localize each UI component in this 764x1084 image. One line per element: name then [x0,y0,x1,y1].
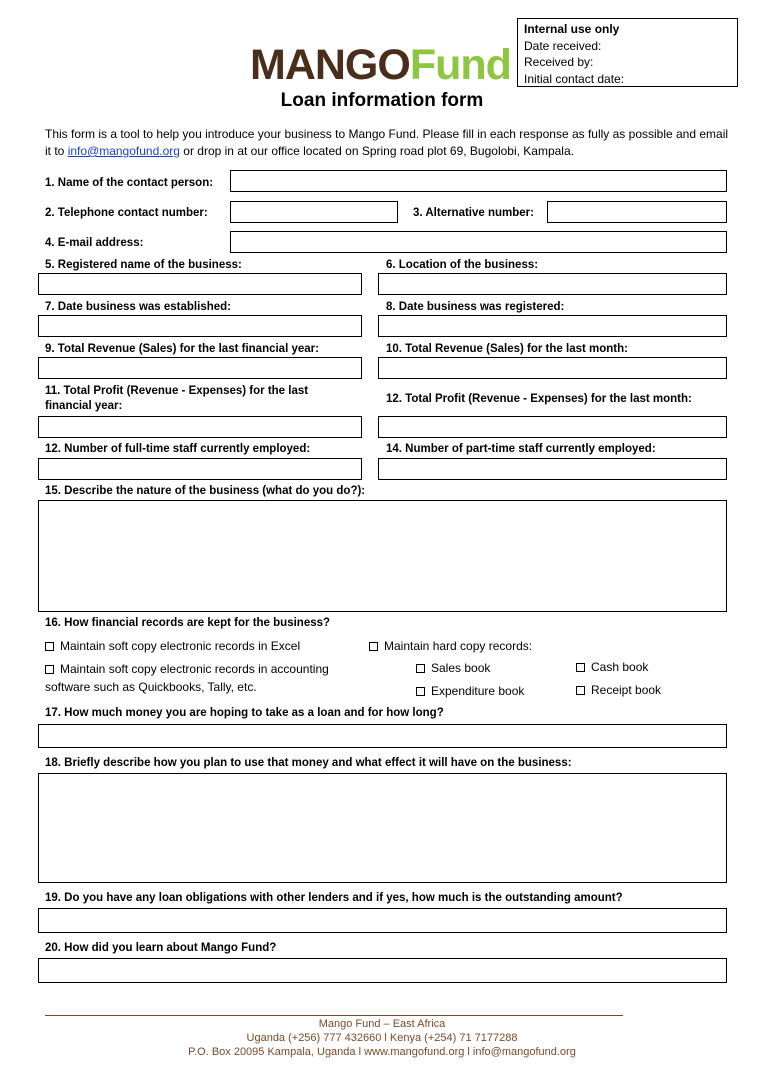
form-title [0,89,764,113]
checkbox-soft-software[interactable] [45,665,54,674]
q8-label: 8. Date business was registered: [386,301,565,313]
q9-label: 9. Total Revenue (Sales) for the last financial year: [45,343,319,355]
option-sales-book-label: Sales book [431,661,491,675]
q6-label: 6. Location of the business: [386,259,539,271]
loan-amount-field[interactable] [38,724,727,748]
profit-month-field[interactable] [378,416,727,438]
option-expenditure-book-label: Expenditure book [431,684,525,698]
q15-label: 15. Describe the nature of the business (what do you do?): [45,485,366,497]
full-time-staff-field[interactable] [38,458,362,480]
footer-line-2: Uganda (+256) 777 432660 l Kenya (+254) 71 7177288 [246,1032,518,1044]
option-sales-book[interactable] [416,660,490,676]
checkbox-sales-book[interactable] [416,664,425,673]
q17-label: 17. How much money you are hoping to take as a loan and for how long? [45,707,444,719]
intro-paragraph [45,126,735,160]
intro-text-before: This form is a tool to help you introduce your business to Mango Fund. Please fill in each response as fully as possible and email it to [45,127,729,158]
checkbox-hard-copy[interactable] [369,642,378,651]
internal-use-title: Internal use only [524,22,620,36]
option-soft-excel-label: Maintain soft copy electronic records in Excel [60,639,301,653]
option-receipt-book-label: Receipt book [591,683,662,697]
learn-about-field[interactable] [38,958,727,983]
loan-obligations-field[interactable] [38,908,727,933]
received-by-label: Received by: [524,55,594,69]
option-expenditure-book[interactable] [416,683,524,699]
q5-label: 5. Registered name of the business: [45,259,242,271]
option-cash-book-label: Cash book [591,660,649,674]
business-nature-textarea[interactable] [38,500,727,612]
date-received-label: Date received: [524,38,602,53]
revenue-month-field[interactable] [378,357,727,379]
date-registered-field[interactable] [378,315,727,337]
q12b-label: 12. Number of full-time staff currently employed: [45,443,311,455]
logo-fund-text: Fund [409,41,511,89]
q18-label: 18. Briefly describe how you plan to use that money and what effect it will have on the business: [45,757,572,769]
q3-label: 3. Alternative number: [413,207,534,219]
profit-year-field[interactable] [38,416,362,438]
q10-label: 10. Total Revenue (Sales) for the last month: [386,343,628,355]
q16-label: 16. How financial records are kept for the business? [45,617,331,629]
footer-line-1: Mango Fund – East Africa [318,1018,446,1030]
option-hard-copy-label: Maintain hard copy records: [384,639,533,653]
q12a-label: 12. Total Profit (Revenue - Expenses) for the last month: [386,393,692,405]
footer-divider [45,1015,623,1016]
q20-label: 20. How did you learn about Mango Fund? [45,942,277,954]
q7-label: 7. Date business was established: [45,301,231,313]
mango-fund-logo [250,40,511,90]
contact-person-field[interactable] [230,170,727,192]
telephone-field[interactable] [230,201,398,223]
option-cash-book[interactable] [576,659,648,675]
q1-label: 1. Name of the contact person: [45,177,214,189]
logo-mango-text: MANGO [250,41,410,89]
checkbox-soft-excel[interactable] [45,642,54,651]
revenue-year-field[interactable] [38,357,362,379]
q11-label: 11. Total Profit (Revenue - Expenses) for the last financial year: [45,385,309,412]
q19-label: 19. Do you have any loan obligations with other lenders and if yes, how much is the outstanding amount? [45,892,623,904]
business-name-field[interactable] [38,273,362,295]
option-soft-excel[interactable] [45,638,300,654]
business-location-field[interactable] [378,273,727,295]
checkbox-expenditure-book[interactable] [416,687,425,696]
q4-label: 4. E-mail address: [45,237,144,249]
intro-text-after: or drop in at our office located on Spring road plot 69, Bugolobi, Kampala. [179,144,574,158]
loan-usage-textarea[interactable] [38,773,727,883]
option-soft-software-label: Maintain soft copy electronic records in accounting software such as Quickbooks, Tally, etc. [45,662,329,694]
option-receipt-book[interactable] [576,682,661,698]
option-hard-copy[interactable] [369,638,532,654]
option-soft-software[interactable] [45,660,350,696]
internal-use-box [517,18,738,87]
initial-contact-label: Initial contact date: [524,71,625,86]
checkbox-receipt-book[interactable] [576,686,585,695]
footer-line-3: P.O. Box 20095 Kampala, Uganda l www.mangofund.org l info@mangofund.org [188,1046,576,1058]
form-title-text: Loan information form [280,90,484,111]
checkbox-cash-book[interactable] [576,663,585,672]
q14-label: 14. Number of part-time staff currently employed: [386,443,656,455]
intro-email-link[interactable]: info@mangofund.org [67,144,180,158]
email-field[interactable] [230,231,727,253]
part-time-staff-field[interactable] [378,458,727,480]
date-established-field[interactable] [38,315,362,337]
q2-label: 2. Telephone contact number: [45,207,208,219]
alternative-number-field[interactable] [547,201,727,223]
